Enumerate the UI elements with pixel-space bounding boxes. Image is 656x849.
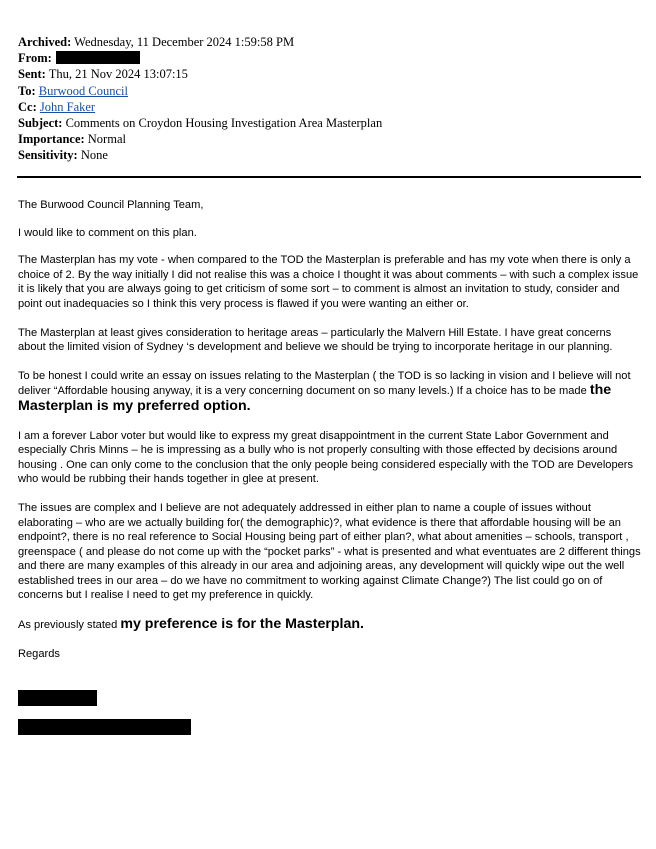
archived-value: Wednesday, 11 December 2024 1:59:58 PM	[74, 35, 295, 49]
subject-value: Comments on Croydon Housing Investigation Area Masterplan	[65, 116, 383, 131]
archived-label: Archived:	[18, 35, 72, 49]
sensitivity-label: Sensitivity:	[18, 148, 78, 163]
sent-row	[18, 66, 638, 82]
importance-row	[18, 131, 638, 147]
cc-row	[18, 99, 638, 115]
signature-redaction-details	[18, 719, 191, 735]
preferred-option-emphasis: the Masterplan is my preferred option.	[18, 382, 612, 414]
to-link[interactable]: Burwood Council	[38, 83, 128, 98]
from-label: From:	[18, 51, 52, 66]
paragraph-labor: I am a forever Labor voter but would like to express my great disappointment in the current State Labor Government and especially Chris Minns – he is impressing as a bully who is not properly consulting with those effected by decisions around housing . One can only come to the conclusion that the only people being considered especially with the TOD are Developers who would be rubbing their hands together in glee at present.	[18, 429, 634, 486]
sent-value: Thu, 21 Nov 2024 13:07:15	[48, 67, 188, 82]
from-redaction	[56, 51, 140, 64]
paragraph-essay-text: To be honest I could write an essay on issues relating to the Masterplan ( the TOD is so lacking in vision and I believe will not deliver “Affordable housing anyway, it is a very concerning document on so many levels.) If a choice has to be made	[18, 369, 631, 398]
email-body	[18, 198, 642, 675]
header-divider	[17, 176, 641, 178]
paragraph-issues: The issues are complex and I believe are not adequately addressed in either plan to name a couple of issues without elaborating – who are we actually building for( the demographic)?, what evidence is there that affordable housing will be an endpoint?, there is no real reference to Social Housing being part of either plan?, what about amenities – schools, transport , greenspace ( and please do not come up with the “pocket parks” - what is presented and what eventuates are 2 different things and there are many examples of this already in our area and adjoining areas, any development will quickly wipe out the well established trees in our area – do we have no commitment to working against Climate Change?) The list could go on of concerns but I realise I need to get my preference in quickly.	[18, 501, 641, 602]
paragraph-vote: The Masterplan has my vote - when compared to the TOD the Masterplan is preferable and has my vote when there is only a choice of 2. By the way initially I did not realise this was a choice I thought it was about comments – with such a complex issue it is likely that you are always going to get criticism of some sort – to comment is almost an invitation to study, consider and point out inadequacies so I think this very process is flawed if you were wanting an either or.	[18, 254, 639, 310]
closing: Regards	[18, 647, 60, 660]
subject-label: Subject:	[18, 116, 63, 131]
preference-emphasis: my preference is for the Masterplan.	[120, 616, 364, 633]
paragraph-essay	[18, 369, 642, 415]
to-label: To:	[18, 83, 36, 98]
paragraph-heritage: The Masterplan at least gives consideration to heritage areas – particularly the Malvern Hill Estate. I have great concerns about the limited vision of Sydney ‘s development and believe we should be trying to incorporate heritage in our planning.	[18, 326, 613, 354]
from-row	[18, 50, 638, 66]
importance-value: Normal	[87, 132, 126, 147]
greeting: The Burwood Council Planning Team,	[18, 199, 204, 211]
email-header	[18, 34, 638, 164]
cc-label: Cc:	[18, 99, 37, 114]
cc-link[interactable]: John Faker	[39, 99, 96, 114]
to-row	[18, 83, 638, 99]
sent-label: Sent:	[18, 67, 46, 82]
sensitivity-row	[18, 147, 638, 163]
subject-row	[18, 115, 638, 131]
paragraph-preference	[18, 617, 642, 633]
paragraph-intro: I would like to comment on this plan.	[18, 226, 197, 239]
archived-row	[18, 34, 638, 50]
signature-redaction-name	[18, 690, 97, 706]
importance-label: Importance:	[18, 132, 85, 147]
sensitivity-value: None	[80, 148, 108, 163]
paragraph-preference-text: As previously stated	[18, 619, 121, 632]
